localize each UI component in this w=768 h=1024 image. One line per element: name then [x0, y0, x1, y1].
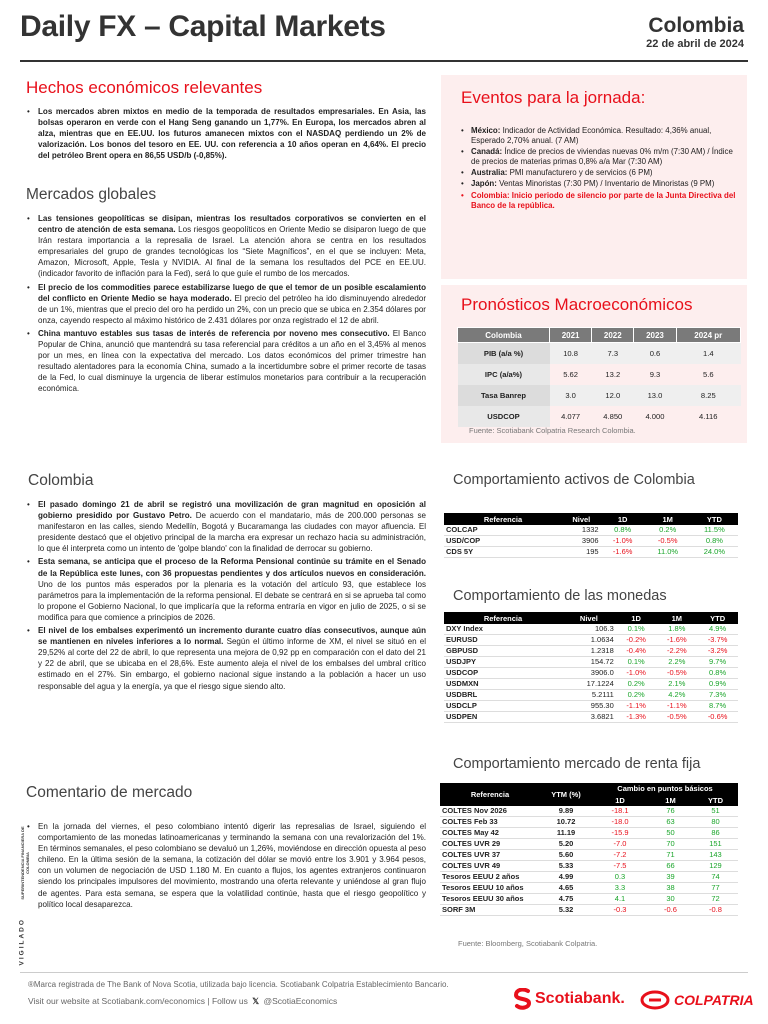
renta-head-ytm: YTM (%) [540, 783, 592, 806]
colpatria-icon [640, 990, 670, 1010]
table-cell: 3.6821 [590, 712, 614, 722]
comentario-section [26, 784, 426, 912]
table-row [440, 850, 738, 861]
table-row [444, 624, 738, 635]
table-cell: COLTES Nov 2026 [442, 806, 507, 816]
table-cell: 3906 [581, 536, 599, 546]
table-cell: 70 [666, 839, 675, 849]
table-cell: 80 [711, 817, 720, 827]
monedas-header: Nivel [562, 612, 616, 624]
table-cell: -7.5 [613, 861, 627, 871]
list-item: • Las tensiones geopolíticas se disipan, mientras los resultados corporativos se convierten en el centro de atención de esta semana. Los riesgos geopolíticos en Oriente Medio se disiparon luego de que Irán restara importancia a la represalia de Israel. La atención ahora se centra en los resultados empresariales del grupo de grandes tecnológicas los “Siete Magníficos”, en el que se incluyen: Meta, Amazon, Microsoft, Apple, Tesla y NVIDIA. Al final de la semana los resultados del PCE en EE.UU. (indicador favorito de inflación para la Fed), será lo que guíe el rumbo de los mercados. [26, 213, 426, 280]
table-cell: USDCLP [446, 701, 477, 711]
table-row [458, 343, 741, 364]
table-cell: CDS 5Y [446, 547, 474, 557]
table-cell: 4.116 [699, 411, 718, 421]
page-title: Daily FX – Capital Markets [20, 10, 386, 43]
table-cell: 38 [666, 883, 675, 893]
activos-title: Comportamiento activos de Colombia [453, 472, 695, 488]
list-item: • China mantuvo estables sus tasas de interés de referencia por noveno mes consecutivo. El Banco Popular de China, anunció que mantendrá su tasa referencial para créditos a un año en el 3,45% al menos por un mes, en línea con la expectativa del mercado. Los datos económicos del primer trimestre han resultado alentadores para la economía China, sumado a la incertidumbre sobre el primer recorte de tasas de la Fed, lo cual disminuye la urgencia de liberar estímulos monetarios para contribuir a la recuperación económica. [26, 328, 426, 395]
table-cell: 4.75 [558, 894, 574, 904]
table-cell: -7.2 [613, 850, 627, 860]
colpatria-logo: COLPATRIA [640, 990, 754, 1010]
table-cell: 86 [711, 828, 720, 838]
table-cell: IPC (a/a%) [458, 364, 550, 385]
table-row [440, 839, 738, 850]
list-item: • Colombia: Inicio periodo de silencio por parte de la Junta Directiva del Banco de la república. [461, 191, 737, 211]
activos-header: 1D [601, 513, 645, 525]
monedas-header: Referencia [444, 612, 562, 624]
pronosticos-panel [441, 285, 747, 443]
table-cell: USD/COP [446, 536, 481, 546]
table-cell: 72 [711, 894, 720, 904]
table-cell: EURUSD [446, 635, 478, 645]
table-cell: 5.2111 [591, 690, 614, 700]
table-cell: 0.8% [614, 525, 632, 535]
table-row [458, 364, 741, 385]
table-cell: 3.0 [550, 385, 592, 406]
table-cell: 195 [586, 547, 599, 557]
pronosticos-source: Fuente: Scotiabank Colpatria Research Colombia. [469, 426, 636, 435]
table-cell: 7.3% [709, 690, 727, 700]
activos-header: Nivel [562, 513, 601, 525]
table-cell: 8.25 [676, 385, 740, 406]
table-cell: 0.8% [709, 668, 727, 678]
table-cell: -7.0 [613, 839, 627, 849]
table-cell: 5.62 [563, 369, 578, 379]
list-item: • Canadá: Índice de precios de viviendas nuevas 0% m/m (7:30 AM) / Índice de precios de materias primas 0,8% a/a Mar (7:30 AM) [461, 147, 737, 167]
table-cell: -3.7% [707, 635, 728, 645]
table-cell: 0.1% [627, 657, 645, 667]
table-cell: USDCOP [446, 668, 479, 678]
table-cell: 50 [666, 828, 675, 838]
footer-legal: ®Marca registrada de The Bank of Nova Scotia, utilizada bajo licencia. Scotiabank Colpatria Establecimiento Bancario. [28, 980, 449, 989]
activos-header: YTD [691, 513, 738, 525]
table-cell: 3.3 [614, 883, 626, 893]
table-cell: -1.1% [626, 701, 646, 711]
table-cell: USDMXN [446, 679, 479, 689]
table-cell: 106.3 [594, 624, 614, 634]
pronosticos-title: Pronósticos Macroeconómicos [461, 295, 693, 314]
table-cell: 4.9% [709, 624, 727, 634]
table-cell: -0.2% [626, 635, 646, 645]
table-cell: 2.2% [668, 657, 686, 667]
table-cell: -1.3% [626, 712, 646, 722]
table-row [440, 806, 738, 817]
table-cell: 10.72 [556, 817, 576, 827]
table-cell: -18.0 [611, 817, 629, 827]
table-row [458, 385, 741, 406]
table-cell: 0.1% [627, 624, 645, 634]
table-cell: 13.0 [634, 385, 676, 406]
list-item: • Australia: PMI manufacturero y de servicios (6 PM) [461, 168, 737, 178]
globales-section [26, 186, 426, 397]
colombia-title: Colombia [28, 472, 94, 489]
pronosticos-header: 2021 [550, 328, 592, 343]
table-cell: 30 [666, 894, 675, 904]
table-cell: 5.60 [558, 850, 574, 860]
list-item: • El precio de los commodities parece estabilizarse luego de que el temor de un posible escalamiento del conflicto en Oriente Medio se haya moderado. El precio del petróleo ha ido disminuyendo alrededor de un 1%, mientras que el precio del oro ha perdido un 2%, con un precio que se ubica en 2.354 dólares por onza, cayendo respecto al máximo histórico de 2.431 dólares por onza registrado el 12 de abril. [26, 282, 426, 326]
monedas-table [444, 612, 738, 723]
colombia-section [26, 472, 426, 694]
table-cell: 12.0 [592, 385, 634, 406]
table-cell: 4.65 [558, 883, 574, 893]
table-row [440, 883, 738, 894]
table-row [444, 547, 738, 558]
hechos-item: • Los mercados abren mixtos en medio de la temporada de resultados empresariales. En Asia, las bolsas operaron en verde con el Hang Seng ganando un 1,77%. En Europa, los mercados abren al alza, mientras que en EE.UU. los futuros amanecen mixtos con el NASDAQ perdiendo un 2% de valorización. Los bonos del tesoro en EE. UU. con referencia a 10 años operan en 4,64%. El precio del petróleo Brent opera en 86,55 USD/b (-0,85%). [26, 106, 426, 161]
renta-title: Comportamiento mercado de renta fija [453, 756, 701, 772]
table-cell: -3.2% [707, 646, 728, 656]
table-cell: 76 [666, 806, 675, 816]
table-cell: -0.5% [667, 668, 687, 678]
eventos-panel [441, 75, 747, 279]
vigilado-stamp: VIGILADO SUPERINTENDENCIA FINANCIERA DE COLOMBIA [18, 826, 30, 966]
table-cell: 5.32 [558, 905, 574, 915]
header-divider [20, 60, 748, 62]
table-cell: -0.6 [664, 905, 677, 915]
table-cell: 3906.0 [590, 668, 614, 678]
x-icon[interactable]: 𝕏 [252, 996, 260, 1006]
table-cell: 1332 [581, 525, 599, 535]
table-cell: COLCAP [446, 525, 478, 535]
table-cell: 11.19 [556, 828, 576, 838]
table-cell: Tesoros EEUU 2 años [442, 872, 520, 882]
table-cell: USDBRL [446, 690, 478, 700]
table-cell: 9.89 [558, 806, 574, 816]
table-cell: 4.077 [561, 411, 581, 421]
table-row [440, 817, 738, 828]
table-cell: 24.0% [703, 547, 726, 557]
table-cell: 143 [709, 850, 722, 860]
table-cell: -0.3 [613, 905, 627, 915]
table-cell: 955.30 [590, 701, 614, 711]
table-cell: -1.0% [612, 536, 633, 546]
table-cell: 4.99 [558, 872, 574, 882]
renta-table [440, 783, 738, 916]
social-handle[interactable]: @ScotiaEconomics [263, 996, 338, 1006]
table-row [440, 861, 738, 872]
table-cell: 77 [711, 883, 720, 893]
table-cell: 13.2 [605, 369, 621, 379]
table-row [444, 712, 738, 723]
table-row [440, 905, 738, 916]
table-cell: 0.8% [705, 536, 723, 546]
table-cell: 4.850 [603, 411, 623, 421]
list-item: • Japón: Ventas Minoristas (7:30 PM) / Inventario de Minoristas (9 PM) [461, 179, 737, 189]
table-cell: COLTES May 42 [442, 828, 499, 838]
pronosticos-header: 2022 [592, 328, 634, 343]
table-cell: 0.2% [627, 690, 645, 700]
table-cell: -1.6% [612, 547, 633, 557]
report-date: 22 de abril de 2024 [646, 38, 744, 50]
table-row [444, 679, 738, 690]
table-cell: 5.20 [558, 839, 574, 849]
table-cell: Tesoros EEUU 30 años [442, 894, 524, 904]
table-cell: 4.1 [614, 894, 626, 904]
table-cell: 7.3 [592, 343, 634, 364]
comentario-title: Comentario de mercado [26, 784, 193, 801]
table-cell: 129 [709, 861, 722, 871]
table-cell: GBPUSD [446, 646, 479, 656]
table-cell: -0.5% [667, 712, 687, 722]
table-cell: 0.3 [614, 872, 626, 882]
table-row [444, 657, 738, 668]
table-cell: 4.2% [668, 690, 686, 700]
list-item: • El pasado domingo 21 de abril se registró una movilización de gran magnitud en oposición al gobierno presidido por Gustavo Petro. De acuerdo con el mandatario, más de 200.000 personas se manifestaron en las calles, siendo Medellín, Bogotá y Bucaramanga las ciudades con mayor afluencia. El presidente destacó que el objetivo principal de la marcha era expresar un rechazo hacia su administración, lo que él interpreta como un intento de 'golpe blando' con la finalidad de derrocar su gobierno. [26, 499, 426, 554]
table-cell: 51 [711, 806, 720, 816]
monedas-title: Comportamiento de las monedas [453, 588, 667, 604]
activos-header: 1M [645, 513, 691, 525]
table-cell: -18.1 [611, 806, 629, 816]
table-cell: USDPEN [446, 712, 478, 722]
table-cell: USDJPY [446, 657, 477, 667]
table-cell: -1.1% [667, 701, 687, 711]
footer-divider [20, 972, 748, 973]
hechos-section [26, 78, 426, 163]
table-cell: 11.0% [657, 547, 679, 557]
table-cell: Tasa Banrep [458, 385, 550, 406]
table-cell: 0.6 [634, 343, 676, 364]
table-cell: 74 [711, 872, 720, 882]
pronosticos-table [457, 327, 741, 427]
monedas-header: YTD [697, 612, 738, 624]
table-cell: -15.9 [611, 828, 629, 838]
table-cell: 0.2% [659, 525, 677, 535]
scotiabank-logo: Scotiabank. [514, 988, 625, 1010]
table-cell: COLTES Feb 33 [442, 817, 498, 827]
table-cell: -0.4% [626, 646, 646, 656]
website-link[interactable]: Visit our website at Scotiabank.com/economics | Follow us [28, 996, 248, 1006]
pronosticos-header: Colombia [458, 328, 550, 343]
table-cell: COLTES UVR 37 [442, 850, 501, 860]
renta-source: Fuente: Bloomberg, Scotiabank Colpatria. [458, 939, 598, 948]
table-cell: 0.9% [709, 679, 727, 689]
eventos-title: Eventos para la jornada: [461, 88, 646, 107]
table-cell: -0.8 [709, 905, 722, 915]
activos-header: Referencia [444, 513, 562, 525]
table-row [440, 894, 738, 905]
table-cell: 1.4 [676, 343, 740, 364]
hechos-title: Hechos económicos relevantes [26, 78, 263, 97]
globales-title: Mercados globales [26, 186, 157, 203]
monedas-header: 1M [656, 612, 697, 624]
footer-links [28, 996, 337, 1007]
table-cell: 0.2% [627, 679, 645, 689]
table-cell: -1.0% [626, 668, 646, 678]
table-cell: 11.5% [704, 525, 725, 535]
table-cell: 4.000 [645, 411, 665, 421]
table-cell: SORF 3M [442, 905, 476, 915]
table-cell: 10.8 [550, 343, 592, 364]
list-item: • En la jornada del viernes, el peso colombiano intentó digerir las represalias de Israel, siguiendo el comportamiento de las monedas latinoamericanas y terminando la semana con una revalorización del 1%. En términos semanales, el peso colombiano se devaluó un 1,26%, moviéndose en dirección opuesta al peso chileno. En la última sesión de la semana, la cotización del dólar se movió entre los 3.901 y 3.964 pesos, con un volumen de negociación de USD 1.180 M. En cuanto a flujos, los agentes extranjeros continuaron siendo los principales impulsores del movimiento, mostrando una oferta relevante y uniéndose al gran flujo de agentes. Para esta semana, se espera que la volatilidad continúe, hasta que el riesgo geopolítico y político local desaparezca. [26, 821, 426, 910]
table-cell: 5.6 [703, 369, 714, 379]
table-row [444, 536, 738, 547]
table-row [440, 872, 738, 883]
table-cell: 151 [709, 839, 722, 849]
table-cell: 1.2318 [590, 646, 614, 656]
table-cell: -1.6% [667, 635, 687, 645]
table-cell: PIB (a/a %) [458, 343, 550, 364]
table-cell: 154.72 [590, 657, 614, 667]
pronosticos-header: 2023 [634, 328, 676, 343]
table-cell: 5.33 [558, 861, 574, 871]
table-cell: 2.1% [668, 679, 686, 689]
table-cell: 66 [666, 861, 675, 871]
table-row [444, 635, 738, 646]
list-item: • México: Indicador de Actividad Económica. Resultado: 4,36% anual, Esperado 2,70% anual. (7 AM) [461, 126, 737, 146]
table-cell: 17.1224 [586, 679, 614, 689]
table-row [444, 690, 738, 701]
renta-head-1m: 1M [648, 794, 693, 806]
table-cell: DXY Index [446, 624, 483, 634]
activos-table [444, 513, 738, 558]
table-row [444, 525, 738, 536]
renta-head-ref: Referencia [440, 783, 540, 806]
table-cell: 9.3 [649, 369, 661, 379]
table-cell: 8.7% [709, 701, 727, 711]
list-item: • Esta semana, se anticipa que el proceso de la Reforma Pensional continúe su trámite en el Senado de la República este lunes, con 36 propuestas pendientes y dos artículos nuevos en consideración. Uno de los puntos más esperados por la plenaria es la votación del artículo 93, que establece los parámetros para la implementación de la reforma pensional. El debate se centrará en si se aprueba tal como lo propone el Gobierno Nacional, lo que implicaría que la reforma entraría en vigor en julio de 2025, o si se modifica para que comience a principios de 2026. [26, 556, 426, 623]
table-cell: 71 [666, 850, 675, 860]
table-row [444, 701, 738, 712]
table-row [458, 406, 741, 427]
table-cell: 63 [666, 817, 675, 827]
table-cell: -0.5% [657, 536, 678, 546]
renta-group-header: Cambio en puntos básicos [592, 783, 738, 794]
scotiabank-s-icon [514, 988, 532, 1010]
table-row [444, 646, 738, 657]
table-cell: -2.2% [667, 646, 687, 656]
list-item: • El nivel de los embalses experimentó un incremento durante cuatro días consecutivos, aunque aún se mantienen en niveles inferiores a lo normal. Según el último informe de XM, el nivel se situó en el 29,52% al corte del 22 de abril, lo que representa una mejora de 0,92 pp en comparación con el dato del 21 y 22 de abril, que se ubicaba en el 28,6%. Este aumento aleja el nivel de los embalses del umbral crítico estimado en el 27%. Sin embargo, el gobierno nacional sigue instando a la población a hacer un uso responsable del agua y la energía, ya que el riesgo sigue siendo alto. [26, 625, 426, 692]
table-row [444, 668, 738, 679]
table-cell: 9.7% [709, 657, 727, 667]
table-cell: 39 [666, 872, 675, 882]
renta-head-ytd: YTD [693, 794, 738, 806]
table-row [440, 828, 738, 839]
table-cell: USDCOP [458, 406, 550, 427]
renta-head-1d: 1D [592, 794, 648, 806]
country-label: Colombia [648, 14, 744, 37]
table-cell: COLTES UVR 49 [442, 861, 501, 871]
table-cell: Tesoros EEUU 10 años [442, 883, 524, 893]
pronosticos-header: 2024 pr [676, 328, 740, 343]
table-cell: COLTES UVR 29 [442, 839, 501, 849]
table-cell: 1.8% [668, 624, 686, 634]
table-cell: 1.0634 [590, 635, 614, 645]
table-cell: -0.6% [707, 712, 728, 722]
monedas-header: 1D [616, 612, 657, 624]
